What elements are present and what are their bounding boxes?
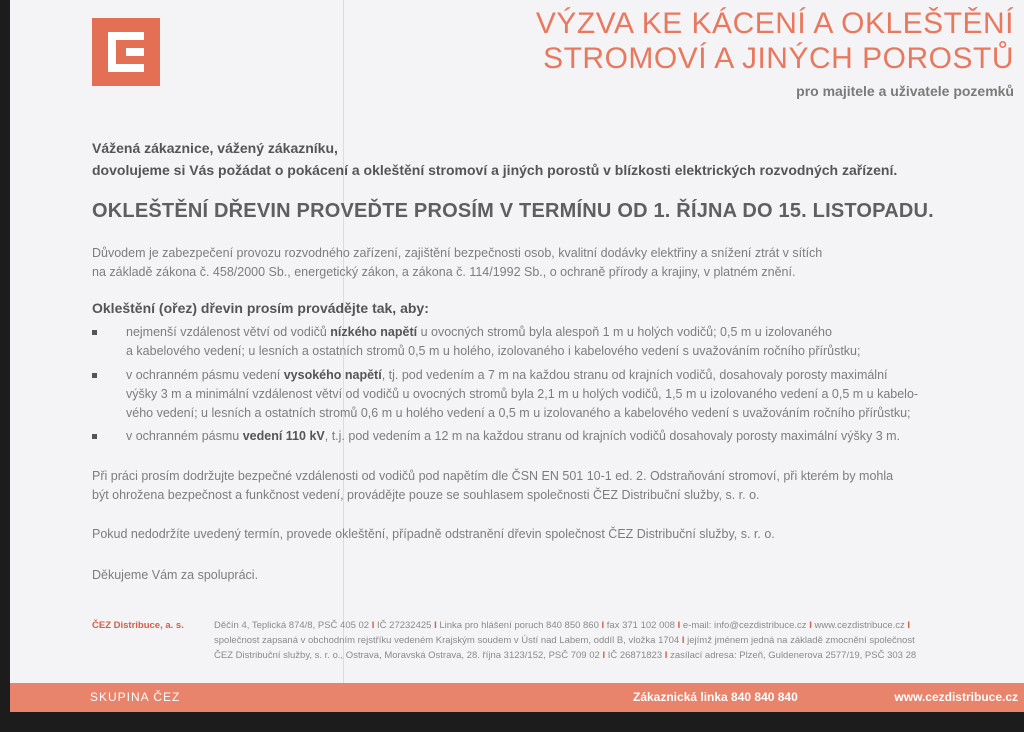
page-subtitle: pro majitele a uživatele pozemků — [796, 83, 1014, 99]
footer-line-1: Děčín 4, Teplická 874/8, PSČ 405 02 I IČ 27232425 I Linka pro hlášení poruch 840 850 860 I fax 371 102 008 I e-mail: info@cezdistribuce.cz I www.cezdistribuce.cz I — [214, 620, 911, 631]
footer-email: e-mail: info@cezdistribuce.cz — [682, 620, 807, 631]
safety-line-1: Při práci prosím dodržujte bezpečné vzdálenosti od vodičů pod napětím dle ČSN EN 501 10-1 ed. 2. Odstraňování stromoví, při kterém by mohla — [92, 469, 894, 483]
list-item-text: v ochranném pásmu vedení — [126, 368, 284, 382]
greeting-line-1: Vážená zákaznice, vážený zákazníku, — [92, 140, 338, 156]
reason-line-1: Důvodem je zabezpečení provozu rozvodného zařízení, zajištění bezpečnosti osob, kvalitní dodávky elektřiny a snížení ztrát v sítích — [92, 246, 823, 260]
deadline-heading: OKLEŠTĚNÍ DŘEVIN PROVEĎTE PROSÍM V TERMÍNU OD 1. ŘÍJNA DO 15. LISTOPADU. — [92, 200, 934, 222]
safety-paragraph — [92, 467, 1022, 505]
hotline-label: Zákaznická linka 840 840 840 — [633, 690, 798, 704]
footer-agent-address: ČEZ Distribuční služby, s. r. o., Ostrava, Moravská Ostrava, 28. října 3123/152, PSČ 709 02 — [214, 650, 600, 661]
list-heading: Okleštění (ořez) dřevin prosím provádějte tak, aby: — [92, 300, 429, 316]
bottom-band — [10, 683, 1024, 712]
greeting — [92, 137, 897, 181]
warning-paragraph: Pokud nedodržíte uvedený termín, provede okleštění, případně odstranění dřevin společnost ČEZ Distribuční služby, s. r. o. — [92, 527, 775, 541]
list-item-emphasis: vedení 110 kV — [242, 429, 325, 443]
footer-fax: fax 371 102 008 — [606, 620, 675, 631]
list-item-continuation: výšky 3 m a minimální vzdálenost větví od vodičů u ovocných stromů byla 2,1 m u holých vodičů, 1,5 m u izolovaného vedení a 0,5 m u kabelo- — [126, 387, 919, 401]
list-item-continuation: a kabelového vedení; u lesních a ostatních stromů 0,5 m u holého, izolovaného i kabelového vedení s uvažováním ročního přírůstku; — [126, 344, 861, 358]
footer-line-3: ČEZ Distribuční služby, s. r. o., Ostrava, Moravská Ostrava, 28. října 3123/152, PSČ 709 02 I IČ 26871823 I zasílací adresa: Plzeň, Guldenerova 2577/19, PSČ 303 28 — [214, 650, 917, 661]
footer-company: ČEZ Distribuce, a. s. — [92, 620, 184, 631]
footer-mailing-address: zasílací adresa: Plzeň, Guldenerova 2577/19, PSČ 303 28 — [670, 650, 917, 661]
footer-fault-line: Linka pro hlášení poruch 840 850 860 — [439, 620, 599, 631]
title-line-2: STROMOVÍ A JINÝCH POROSTŮ — [543, 42, 1014, 75]
list-item-text: v ochranném pásmu — [126, 429, 243, 443]
cez-logo — [92, 18, 160, 86]
greeting-line-2: dovolujeme si Vás požádat o pokácení a okleštění stromoví a jiných porostů v blízkosti elektrických rozvodných zařízení. — [92, 162, 898, 178]
list-item-text: u ovocných stromů byla alespoň 1 m u holých vodičů; 0,5 m u izolovaného — [417, 325, 832, 339]
list-item-continuation: vého vedení; u lesních a ostatních stromů 0,6 m u holého vedení a 0,5 m u izolovaného a kabelového vedení s uvažováním ročního přírůstku; — [126, 406, 911, 420]
footer-web: www.cezdistribuce.cz — [814, 620, 905, 631]
reason-line-2: na základě zákona č. 458/2000 Sb., energetický zákon, a zákona č. 114/1992 Sb., o ochraně přírody a krajiny, v platném znění. — [92, 265, 796, 279]
thanks-paragraph: Děkujeme Vám za spolupráci. — [92, 568, 259, 582]
footer-agent-ic: IČ 26871823 — [607, 650, 663, 661]
footer-proxy: jejímž jménem jedná na základě zmocnění společnost — [687, 635, 915, 646]
bullet-icon — [92, 434, 97, 439]
title-line-1: VÝZVA KE KÁCENÍ A OKLEŠTĚNÍ — [535, 7, 1014, 40]
page-title — [414, 6, 1014, 76]
website-label: www.cezdistribuce.cz — [894, 690, 1018, 704]
bullet-icon — [92, 373, 97, 378]
list-item-text: , tj. pod vedením a 7 m na každou stranu od krajních vodičů, dosahovaly porosty maximální — [381, 368, 888, 382]
list-item-emphasis: vysokého napětí — [283, 368, 382, 382]
letter-sheet — [10, 0, 1024, 712]
list-item-text: nejmenší vzdálenost větví od vodičů — [126, 325, 331, 339]
footer-registry: společnost zapsaná v obchodním rejstříku vedeném Krajským soudem v Ústí nad Labem, oddíl B, vložka 1704 — [214, 635, 680, 646]
group-label: SKUPINA ČEZ — [90, 690, 181, 704]
footer-address: Děčín 4, Teplická 874/8, PSČ 405 02 — [214, 620, 370, 631]
safety-line-2: být ohrožena bezpečnost a funkčnost vedení, provádějte pouze se souhlasem společnosti ČEZ Distribuční služby, s. r. o. — [92, 488, 760, 502]
footer-ic: IČ 27232425 — [377, 620, 432, 631]
footer-line-2: společnost zapsaná v obchodním rejstříku vedeném Krajským soudem v Ústí nad Labem, oddíl B, vložka 1704 I jejímž jménem jedná na základě zmocnění společnost — [214, 635, 915, 646]
bullet-icon — [92, 330, 97, 335]
list-item-text: , t.j. pod vedením a 12 m na každou stranu od krajních vodičů dosahovaly porosty maximální výšky 3 m. — [324, 429, 901, 443]
list-item-emphasis: nízkého napětí — [330, 325, 418, 339]
reason-paragraph — [92, 244, 1022, 282]
